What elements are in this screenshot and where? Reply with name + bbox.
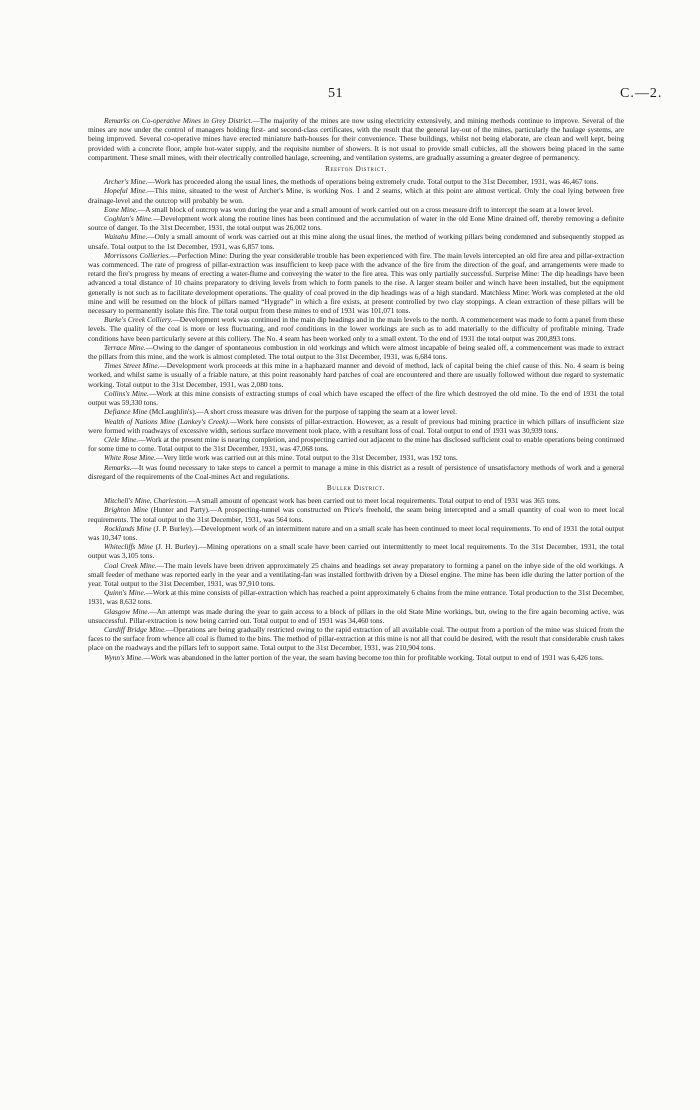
paragraph-title: Brighton Mine bbox=[104, 505, 149, 515]
paragraph bbox=[88, 463, 624, 481]
paragraph-title: Terrace Mine. bbox=[104, 342, 146, 352]
paragraph-title: Defiance Mine bbox=[104, 407, 148, 417]
paragraph-text: —The main levels have been driven approximately 25 chains and headings set away preparatory to forming a panel on the inbye side of the old workings. A small feeder of methane was reported early in the year and a ventilating-fan was installed forthwith driven by a Diesel engine. The mine has been idle during the latter portion of the year. Total output to the 31st December, 1931, was 97,910 tons. bbox=[88, 560, 624, 588]
section-heading-reefton: Reefton District. bbox=[325, 165, 387, 174]
paragraph-text: —Development work proceeds at this mine in a haphazard manner and devoid of method, lack of capital being the chief cause of this. No. 4 seam is being worked, and whilst same is usually of a friable nature, at this point reasonably hard patches of coal are encountered and there are usually followed without due regard to systematic working. Total output to the 31st December, 1931, was 2,080 tons. bbox=[88, 361, 625, 389]
paragraph-text: —Work at the present mine is nearing completion, and prospecting carried out adjacent to the mine has disclosed sufficient coal to enable operations being continued for some time to come. Total output to the 31st December, 1931, was 47,068 tons. bbox=[88, 434, 624, 454]
paragraph-text: —Work was abandoned in the latter portion of the year, the seam having become too thin for profitable working. Total output to end of 1931 was 6,426 tons. bbox=[143, 652, 604, 662]
paragraph bbox=[88, 524, 624, 542]
paragraph-text: —Only a small amount of work was carried out at this mine along the usual lines, the method of working pillars being condemned and subsequently stopped as unsafe. Total output to the 1st December, 1931, was 6,857 tons. bbox=[88, 232, 624, 251]
section-heading-buller: Buller District. bbox=[326, 483, 386, 492]
paragraph-title: Eone Mine. bbox=[104, 204, 138, 214]
paragraph bbox=[88, 214, 624, 232]
paragraph-text: —A small block of outcrop was won during the year and a small amount of work carried out on a cross measure drift to intercept the seam at a lower level. bbox=[137, 204, 594, 214]
paragraph-text: —Perfection Mine: During the year considerable trouble has been experienced with fire. The main levels intercepted an old fire area and pillar-extraction was commenced. The rate of progress of pillar-extraction was insufficient to keep pace with the advance of the fire from the direction of the goaf, and arrangements were made to retard the fire's progress by means of erecting a water-flume and conveying the water to the fire area. This was only partially successful. Surprise Mine: The dip headings have been advanced a total distance of 10 chains preparatory to driving levels from which to form panels to the rise. A larger steam boiler and winch have been installed, but the equipment generally is not such as to facilitate development operations. The quality of coal proved in the dip headings was of a high standard. Matchless Mine: Work was completed at the old mine and will be resumed on the block of pillars named “Hygrade” in which a fire exists, at present controlled by two clay stoppings. A clean extraction of these pillars will be necessary to permanently isolate this fire. The total output from these mines to end of 1931 was 101,071 tons. bbox=[88, 250, 624, 316]
paragraph bbox=[88, 407, 624, 416]
paragraph bbox=[88, 625, 624, 653]
paragraph bbox=[88, 177, 624, 186]
paragraph bbox=[88, 361, 624, 389]
page-number: 51 bbox=[328, 86, 343, 101]
paragraph-text: (J. P. Burley).—Development work of an intermittent nature and on a small scale has been continued to meet local requirements. To end of 1931 the total output was 10,347 tons. bbox=[88, 523, 624, 542]
paragraph-text: —The majority of the mines are now using electricity extensively, and mining methods continue to improve. Several of the mines are now under the control of managers holding first- and second-class certificates, with the result that the general lay-out of the mines, particularly the haulage systems, are being improved. Several co-operative mines have erected miniature bath-houses for their convenience. These buildings, whilst not being elaborate, are clean and well kept, being provided with a concrete floor, ample hot-water supply, and the requisite number of showers. It is not usual to provide small cubicles, all the showers being placed in the same compartment. These small mines, with their electrically controlled haulage, screening, and ventilation systems, are gradually assuming a greater degree of permanency. bbox=[88, 116, 624, 162]
paragraph-title: Cardiff Bridge Mine. bbox=[104, 624, 167, 634]
paragraph bbox=[88, 315, 624, 343]
paragraph-title: Wealth of Nations Mine (Lankey's Creek). bbox=[104, 416, 230, 426]
paragraph-title: Burke's Creek Colliery. bbox=[104, 315, 173, 325]
paragraph bbox=[88, 205, 624, 214]
paragraph bbox=[88, 251, 624, 315]
paragraph bbox=[88, 496, 624, 505]
paragraph bbox=[88, 588, 624, 606]
paragraph-text: —It was found necessary to take steps to cancel a permit to manage a mine in this district as a result of persistence of unsatisfactory methods of work and a general disregard of the requirements of the Coal-mines Act and regulations. bbox=[88, 462, 624, 481]
paragraph bbox=[88, 653, 624, 662]
paragraph-text: —An attempt was made during the year to gain access to a block of pillars in the old State Mine workings, but, owing to the fire again becoming active, was unsuccessful. Pillar-extraction is now being carried out. Total output to end of 1931 was 34,460 tons. bbox=[88, 606, 624, 625]
paragraph-title: Coal Creek Mine. bbox=[104, 560, 157, 570]
paragraph-title: Glasgow Mine. bbox=[104, 606, 150, 616]
paragraph-title: Coghlan's Mine. bbox=[104, 214, 153, 224]
paragraph bbox=[88, 542, 624, 560]
reefton-section bbox=[88, 177, 624, 481]
paragraph-text: —Work has proceeded along the usual lines, the methods of operations being extremely crude. Total output to the 31st December, 1931, was 46,467 tons. bbox=[147, 177, 599, 187]
paragraph-title: Remarks on Co-operative Mines in Grey District. bbox=[104, 116, 253, 125]
paragraph-title: Rocklands Mine bbox=[104, 523, 152, 533]
paragraph-title: Collins's Mine. bbox=[104, 388, 149, 398]
document-reference: C.—2. bbox=[620, 86, 663, 101]
paragraph-text: (J. H. Burley).—Mining operations on a small scale have been carried out intermittently to meet local requirements. To the 31st December, 1931, the total output was 3,105 tons. bbox=[88, 542, 624, 561]
paragraph-text: —Owing to the danger of spontaneous combustion in old workings and which were almost incapable of being sealed off, a commencement was made to extract the pillars from this mine, and the work is almost completed. The total output to the 31st December, 1931, was 6,684 tons. bbox=[88, 342, 624, 362]
paragraph-title: Clele Mine. bbox=[104, 434, 139, 444]
paragraph-text: —Work here consists of pillar-extraction. However, as a result of previous bad mining practice in which pillars of insufficient size were formed with roadways of excessive width, serious surface movement took place, with a resultant loss of coal. Total output to end of 1931 was 30,939 tons. bbox=[88, 416, 624, 435]
paragraph-text: (Hunter and Party).—A prospecting-tunnel was constructed on Price's freehold, the seam being intercepted and a small quantity of coal won to meet local requirements. The total output to the 31st December, 1931, was 564 tons. bbox=[88, 505, 624, 524]
paragraph bbox=[88, 389, 624, 407]
paragraph-text: —This mine, situated to the west of Archer's Mine, is working Nos. 1 and 2 seams, which at this point are almost vertical. Only the coal lying between free drainage-level and the outcrop will probably be won. bbox=[88, 186, 624, 205]
paragraph-text: (McLaughlin's).—A short cross measure was driven for the purpose of tapping the seam at a lower level. bbox=[147, 407, 457, 417]
paragraph-text: —Work at this mine consists of pillar-extraction which has reached a point approximately 6 chains from the mine entrance. Total production to the 31st December, 1931, was 8,632 tons. bbox=[88, 588, 624, 607]
paragraph-title: Waitahu Mine. bbox=[104, 232, 148, 242]
paragraph-text: —Development work was continued in the main dip headings and in the main levels to the north. A commencement was made to form a panel from these levels. The quality of the coal is more or less fluctuating, and roof conditions in the lower workings are such as to add materially to the difficulty of profitable mining. Trade conditions have been particularly severe at this colliery. The No. 4 seam has been worked only to a small extent. To the end of 1931 the total output was 200,893 tons. bbox=[88, 315, 624, 343]
buller-section bbox=[88, 496, 624, 662]
paragraph bbox=[88, 435, 624, 453]
paragraph bbox=[88, 232, 624, 250]
paragraph bbox=[88, 561, 624, 589]
paragraph-title: Remarks. bbox=[104, 462, 132, 472]
paragraph-title: Mitchell's Mine, Charleston. bbox=[104, 496, 188, 506]
paragraph-text: —A small amount of opencast work has been carried out to meet local requirements. Total output to end of 1931 was 365 tons. bbox=[187, 496, 561, 506]
paragraph bbox=[88, 453, 624, 462]
paragraph-title: Hopeful Mine. bbox=[104, 186, 148, 196]
paragraph-text: —Operations are being gradually restricted owing to the rapid extraction of all available coal. The output from a portion of the mine was sluiced from the faces to the surface from whence all coal is flumed to the bins. The method of pillar-extraction at this mine is not all that could be desired, with the result that considerable crush takes place on the roadways and the pillars left to support same. Total output to the 31st December, 1931, was 210,904 tons. bbox=[88, 624, 624, 653]
paragraph bbox=[88, 186, 624, 204]
paragraph-title: Morrissons Collieries. bbox=[104, 250, 171, 260]
paragraph bbox=[88, 505, 624, 523]
paragraph-text: —Very little work was carried out at this mine. Total output to the 31st December, 1931, was 192 tons. bbox=[156, 453, 458, 463]
paragraph bbox=[88, 417, 624, 435]
paragraph-title: White Rose Mine. bbox=[104, 453, 157, 463]
paragraph-title: Quinn's Mine. bbox=[104, 588, 146, 598]
paragraph-title: Times Street Mine. bbox=[104, 361, 160, 371]
body-text bbox=[88, 116, 624, 662]
paragraph-title: Archer's Mine. bbox=[104, 177, 148, 187]
paragraph-text: —Work at this mine consists of extracting stumps of coal which have escaped the effect of the fire which destroyed the old mine. To the end of 1931 the total output was 59,330 tons. bbox=[88, 388, 624, 408]
paragraph bbox=[88, 607, 624, 625]
paragraph bbox=[88, 343, 624, 361]
paragraph-title: Wynn's Mine. bbox=[104, 652, 144, 662]
paragraph-text: —Development work along the routine lines has been continued and the accumulation of water in the old Eone Mine drained off, thereby removing a definite source of danger. To the 31st December, 1931, the total output was 26,002 tons. bbox=[88, 214, 624, 233]
intro-paragraph bbox=[88, 116, 624, 162]
paragraph-title: Whitecliffs Mine bbox=[104, 542, 154, 552]
